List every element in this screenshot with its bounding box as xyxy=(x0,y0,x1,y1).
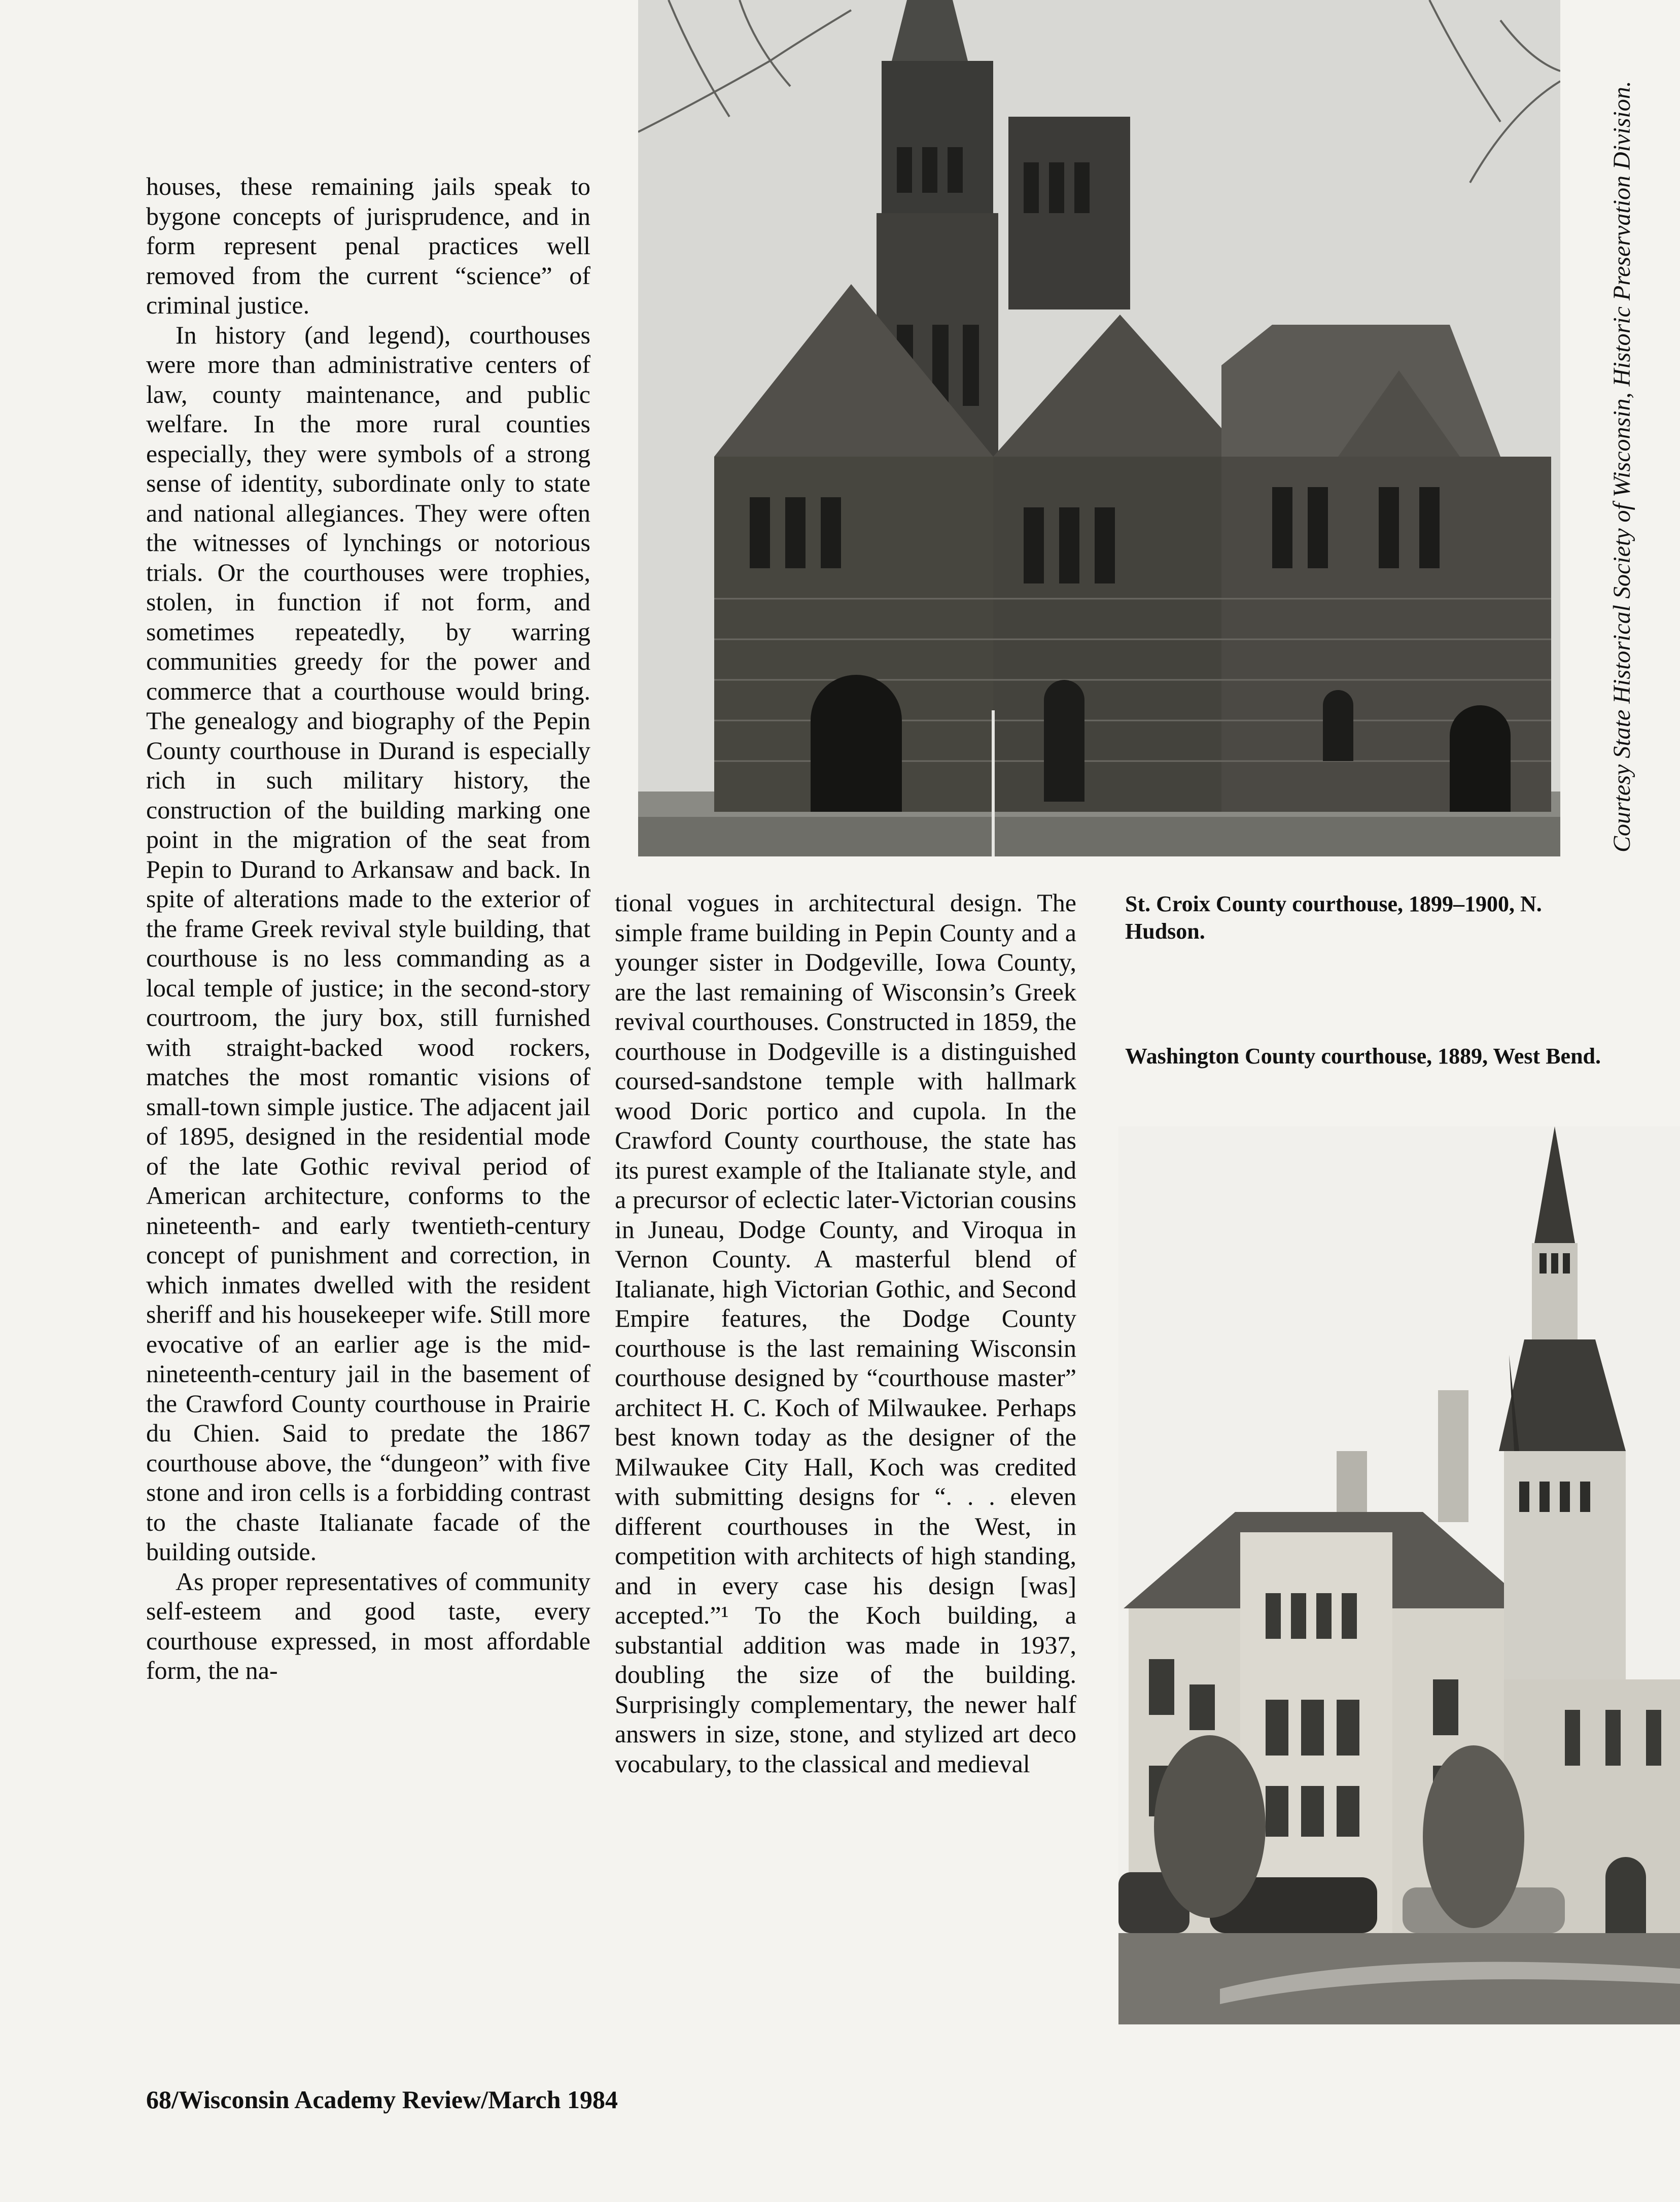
page-footer: 68/Wisconsin Academy Review/March 1984 xyxy=(146,2085,618,2114)
left-paragraph-1: houses, these remaining jails speak to bygone concepts of jurisprudence, and in form represent penal practices well removed from the current “science” of criminal justice. xyxy=(146,172,590,319)
washington-courthouse-photo xyxy=(1118,1126,1680,2024)
middle-text-column xyxy=(615,888,1076,1778)
left-text-column xyxy=(146,171,590,1685)
washington-courthouse-illustration xyxy=(1118,1126,1680,2024)
left-paragraph-3: As proper representatives of community self-esteem and good taste, every courthouse expressed, in most affordable form, the na- xyxy=(146,1567,590,1684)
left-paragraph-2: In history (and legend), courthouses were more than administrative centers of law, county maintenance, and public welfare. In the more rural counties especially, they were symbols of a strong sense of identity, subordinate only to state and national allegiances. They were often the witnesses of lynchings or notorious trials. Or the courthouses were trophies, stolen, in function if not form, and sometimes repeatedly, by warring communities greedy for the power and commerce that a courthouse would bring. The genealogy and biography of the Pepin County courthouse in Durand is especially rich in such military history, the construction of the building marking one point in the migration of the seat from Pepin to Durand to Arkansaw and back. In spite of alterations made to the exterior of the frame Greek revival style building, that courthouse is no less commanding as a local temple of justice; in the second-story courtroom, the jury box, still furnished with straight-backed wood rockers, matches the most romantic visions of small-town simple justice. The adjacent jail of 1895, designed in the residential mode of the late Gothic revival period of American architecture, conforms to the nineteenth- and early twentieth-century concept of punishment and correction, in which inmates dwelled with the resident sheriff and his housekeeper wife. Still more evocative of an earlier age is the mid-nineteenth-century jail in the basement of the Crawford County courthouse in Prairie du Chien. Said to predate the 1867 courthouse above, the “dungeon” with five stone and iron cells is a forbidding contrast to the chaste Italianate facade of the building outside. xyxy=(146,320,590,1566)
st-croix-caption: St. Croix County courthouse, 1899–1900, N. Hudson. xyxy=(1125,891,1542,944)
st-croix-courthouse-photo xyxy=(638,0,1560,856)
st-croix-courthouse-illustration xyxy=(638,0,1560,856)
photo-credit: Courtesy State Historical Society of Wisconsin, Historic Preservation Division. xyxy=(1608,81,1635,852)
middle-paragraph-1: tional vogues in architectural design. The simple frame building in Pepin County and a younger sister in Dodgeville, Iowa County, are the last remaining of Wisconsin’s Greek revival courthouses. Constructed in 1859, the courthouse in Dodgeville is a distinguished coursed-sandstone temple with hallmark wood Doric portico and cupola. In the Crawford County courthouse, the state has its purest example of the Italianate style, and a precursor of eclectic later-Victorian cousins in Juneau, Dodge County, and Viroqua in Vernon County. A masterful blend of Italianate, high Victorian Gothic, and Second Empire features, the Dodge County courthouse is the last remaining Wisconsin courthouse designed by “courthouse master” architect H. C. Koch of Milwaukee. Perhaps best known today as the designer of the Milwaukee City Hall, Koch was credited with submitting designs for “. . . eleven different courthouses in the West, in competition with architects of high standing, and in every case his design [was] accepted.”¹ To the Koch building, a substantial addition was made in 1937, doubling the size of the building. Surprisingly complementary, the newer half answers in size, stone, and stylized art deco vocabulary, to the classical and medieval xyxy=(615,888,1076,1778)
washington-caption: Washington County courthouse, 1889, West Bend. xyxy=(1125,1044,1601,1069)
